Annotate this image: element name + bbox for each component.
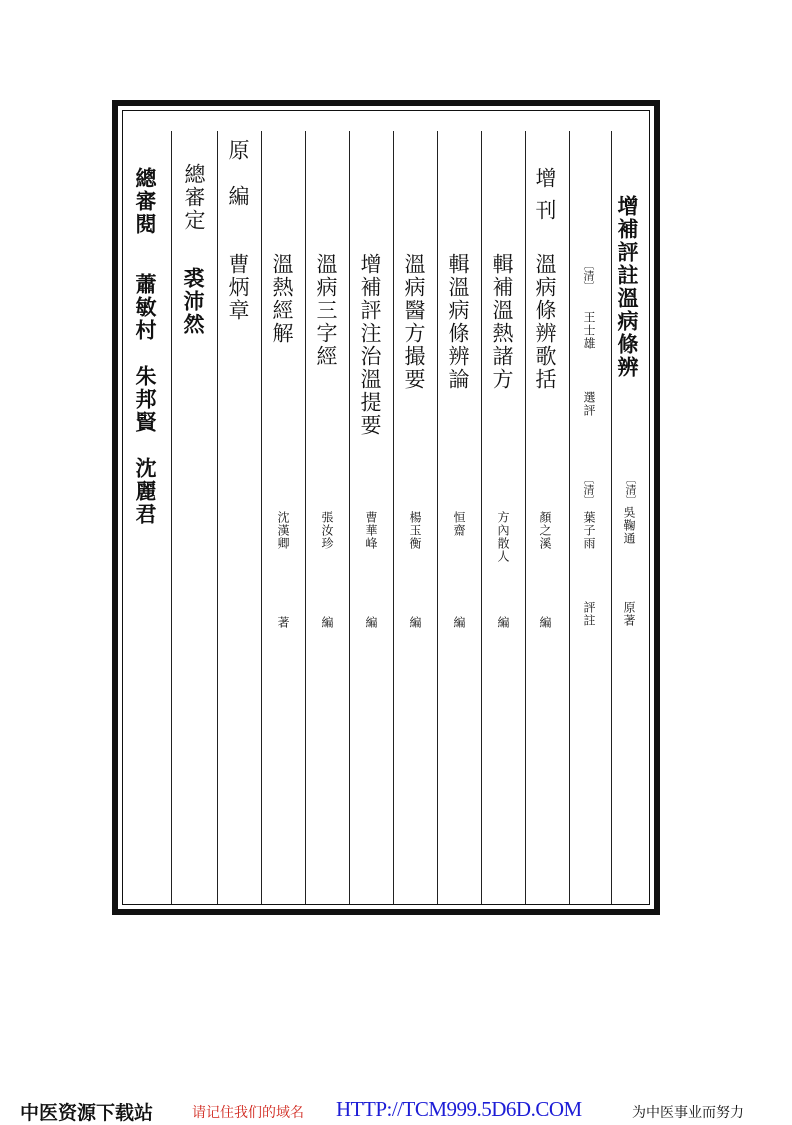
main-title: 增補評註溫病條辨: [615, 195, 640, 379]
work-role: 編: [452, 616, 466, 629]
column-divider: [481, 131, 482, 904]
work-author: 曹華峰: [364, 511, 378, 550]
reviewer-name: 裘沛然: [181, 267, 206, 336]
column-divider: [171, 131, 172, 904]
site-url-link[interactable]: HTTP://TCM999.5D6D.COM: [336, 1097, 582, 1121]
work-title: 輯補溫熱諸方: [490, 253, 514, 391]
author-role: 評註: [582, 601, 596, 627]
column-divider: [611, 131, 612, 904]
work-author: 顏之溪: [538, 511, 552, 550]
work-title: 溫病條辨歌括: [533, 253, 557, 391]
reviewer-label: 總審定: [182, 163, 206, 232]
column-divider: [393, 131, 394, 904]
work-title: 溫病三字經: [314, 253, 338, 368]
work-title: 溫熱經解: [270, 253, 294, 345]
editor-label: 原 編: [226, 139, 250, 208]
dynasty-marker: 〔清〕: [582, 259, 595, 292]
work-role: 編: [408, 616, 422, 629]
work-role: 編: [538, 616, 552, 629]
author-name: 王士雄: [582, 311, 596, 350]
editor-name: 曹炳章: [226, 253, 250, 322]
author-name: 吳鞠通: [622, 506, 636, 545]
work-title: 輯溫病條辨論: [446, 253, 470, 391]
work-role: 編: [364, 616, 378, 629]
column-divider: [349, 131, 350, 904]
proofreader-label: 總審閱: [133, 167, 158, 236]
work-title: 溫病醫方撮要: [402, 253, 426, 391]
column-divider: [437, 131, 438, 904]
column-divider: [261, 131, 262, 904]
proofreader-names: 蕭敏村 朱邦賢 沈麗君: [133, 273, 158, 526]
work-role: 編: [320, 616, 334, 629]
work-title: 增補評注治溫提要: [358, 253, 382, 437]
work-author: 楊玉衡: [408, 511, 422, 550]
column-divider: [525, 131, 526, 904]
work-author: 沈漢卿: [276, 511, 290, 550]
domain-reminder: 请记住我们的域名: [192, 1105, 304, 1121]
watermark-footer: [0, 1094, 792, 1124]
author-role: 原著: [622, 601, 636, 627]
column-divider: [217, 131, 218, 904]
work-role: 著: [276, 616, 290, 629]
content-panel: [122, 110, 650, 905]
author-name: 葉子雨: [582, 511, 596, 550]
work-author: 方內散人: [496, 511, 510, 563]
column-divider: [305, 131, 306, 904]
work-author: 恒齋: [452, 511, 466, 537]
dynasty-marker: 〔清〕: [624, 473, 637, 506]
site-name: 中医资源下载站: [20, 1102, 154, 1124]
author-role: 選評: [582, 391, 596, 417]
work-role: 編: [496, 616, 510, 629]
section-heading: 增: [533, 167, 557, 190]
work-author: 張汝珍: [320, 511, 334, 550]
section-heading: 刊: [533, 199, 557, 222]
site-slogan: 为中医事业而努力: [632, 1105, 744, 1121]
column-divider: [569, 131, 570, 904]
dynasty-marker: 〔清〕: [582, 473, 595, 506]
page-border: [112, 100, 660, 915]
